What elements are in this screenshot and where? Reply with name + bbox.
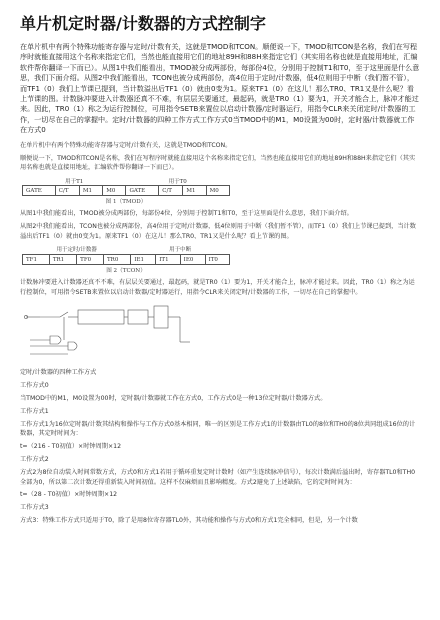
mode2-text: 方式2为8位自动装入时间常数方式，方式0和方式1若用于循环重复定时计数时（如产生连续脉冲信号），每次计数满后溢出时，寄存器TL0和TH0全部为0，所以第二次计数还得重新装入时间初值。这样不仅麻烦而且影响精度。方式2避免了上述缺陷，它的定时时间为： (20, 469, 416, 486)
tcon-header-interrupt: 用于中断 (131, 245, 230, 255)
tcon-bit: IT0 (205, 255, 229, 265)
tcon-bit: IT1 (156, 255, 180, 265)
paragraph-1: 在单片机中有两个特殊功能寄存器与定时/计数有关，这就是TMOD和TCON。 (20, 141, 232, 149)
mode3-title: 工作方式3 (20, 504, 49, 512)
tmod-bit: C/T (55, 186, 79, 196)
tcon-header-timer: 用于定时/计数器 (23, 245, 131, 255)
tmod-bit: M1 (183, 186, 206, 196)
mode2-title: 工作方式2 (20, 456, 49, 464)
mode0-title: 工作方式0 (20, 382, 49, 390)
paragraph-3: 从图1中我们能看出，TMOD被分成两部份，每部份4位，分别用于控制T1和T0，至于这里面是什么意思，我们下面介绍。 (20, 210, 353, 218)
tcon-bit: IE0 (180, 255, 205, 265)
mode1-text: 工作方式1为16位定时器/计数其结构和操作与工作方式0基本相同，唯一的区别是工作方式1的计数器由TL0的8位和TH0的8位共同组成16位的计数器，其定时时间为： (20, 421, 416, 438)
figure-tmod (22, 176, 420, 206)
paragraph-5: 计数脉冲要进入计数器还真不不难，有层层关要通过，最起码，就是TR0（1）要为1，开关才能合上，脉冲才能过来。因此，TR0（1）称之为运行控制位，可用指令SETB来置位以启动计数器/定时器运行，用指令CLR来关闭定时/计数器的工作，一切尽在自己的掌握中。 (20, 279, 415, 296)
tcon-bit: TR0 (104, 255, 131, 265)
mode2-formula: t=（28 - T0初值）×时钟周期×12 (20, 491, 118, 499)
tmod-bit: GATE (126, 186, 159, 196)
tcon-bit: TR1 (49, 255, 76, 265)
page-title: 单片机定时器/计数器的方式控制字 (20, 14, 266, 33)
tmod-bit: M1 (79, 186, 102, 196)
tcon-bit: TF1 (23, 255, 50, 265)
figure-tcon (22, 245, 420, 275)
tmod-header-t1: 用于T1 (23, 176, 126, 186)
tmod-bit: GATE (23, 186, 56, 196)
tmod-header-t0: 用于T0 (126, 176, 230, 186)
mode0-text: 当TMOD中的M1，M0设置为00时，定时器/计数器就工作在方式0，工作方式0是一种13位定时器/计数器方式。 (20, 395, 327, 403)
tmod-bit: C/T (159, 186, 183, 196)
figure-2-caption: 图 2（TCON） (106, 268, 146, 275)
tmod-bit: M0 (206, 186, 229, 196)
tcon-bit: IE1 (131, 255, 156, 265)
paragraph-4: 从图2中我们能看出，TCON也被分成两部份，高4位用于定时/计数器，低4位则用于中断（我们暂不管），而TF1（0）我们上节课已提到，当计数溢出后TF1（0）就由0变为1。原来TF1（0）在这儿！那么TR0、TR1又是什么呢？看上节课的图。 (20, 223, 416, 240)
tcon-register-table (22, 245, 230, 266)
mode1-formula: t=（216 - T0初值）×时钟周期×12 (20, 443, 122, 451)
tmod-bit: M0 (103, 186, 126, 196)
tcon-bit: TF0 (77, 255, 104, 265)
figure-1-caption: 图 1（TMOD） (105, 199, 147, 206)
timer-circuit-diagram (20, 300, 230, 368)
intro-paragraph: 在单片机中有两个特殊功能寄存器与定时/计数有关，这就是TMOD和TCON。顺便说一下，TMOD和TCON是名称，我们在写程序时就能直接用这个名称来指定它们，当然也能直接用它们的地址89H和88H来指定它们（其实用名称也就是直接用地址，汇编软件帮你翻译一下而已）。从图1中我们能看出，TMOD被分成两部份，每部份4位，分别用于控制T1和T0，至于这里面是什么意思，我们下面介绍。从图2中我们能看出，TCON也被分成两部份，高4位用于定时/计数器，低4位则用于中断（我们暂不管），而TF1（0）我们上节课已提到，当计数溢出后TF1（0）就由0变为1。原来TF1（0）在这儿！那么TR0、TR1又是什么呢？看上节课的图。计数脉冲要进入计数器还真不不难，有层层关要通过，最起码，就是TR0（1）要为1，开关才能合上，脉冲才能过来。因此，TR0（1）称之为运行控制位，可用指令SETB来置位以启动计数器/定时器运行，用指令CLR来关闭定时/计数器的工作，一切尽在自己的掌握中。定时/计数器的四种工作方式工作方式0当TMOD中的M1，M0设置为00时，定时器/计数器就工作在方式0 (20, 42, 420, 135)
modes-heading: 定时/计数器的四种工作方式 (20, 369, 97, 377)
paragraph-2: 顺便说一下，TMOD和TCON是名称，我们在写程序时就能直接用这个名称来指定它们，当然也能直接用它们的地址89H和88H来指定它们（其实用名称也就是直接用地址，汇编软件帮你翻译一下而已）。 (20, 154, 416, 171)
tmod-register-table (22, 176, 230, 197)
mode1-title: 工作方式1 (20, 408, 49, 416)
mode3-text: 方式3：特殊工作方式只适用于T0，除了是用8位寄存器TL0外，其功能和操作与方式0和方式1完全相同，但是，另一个计数 (20, 517, 358, 525)
